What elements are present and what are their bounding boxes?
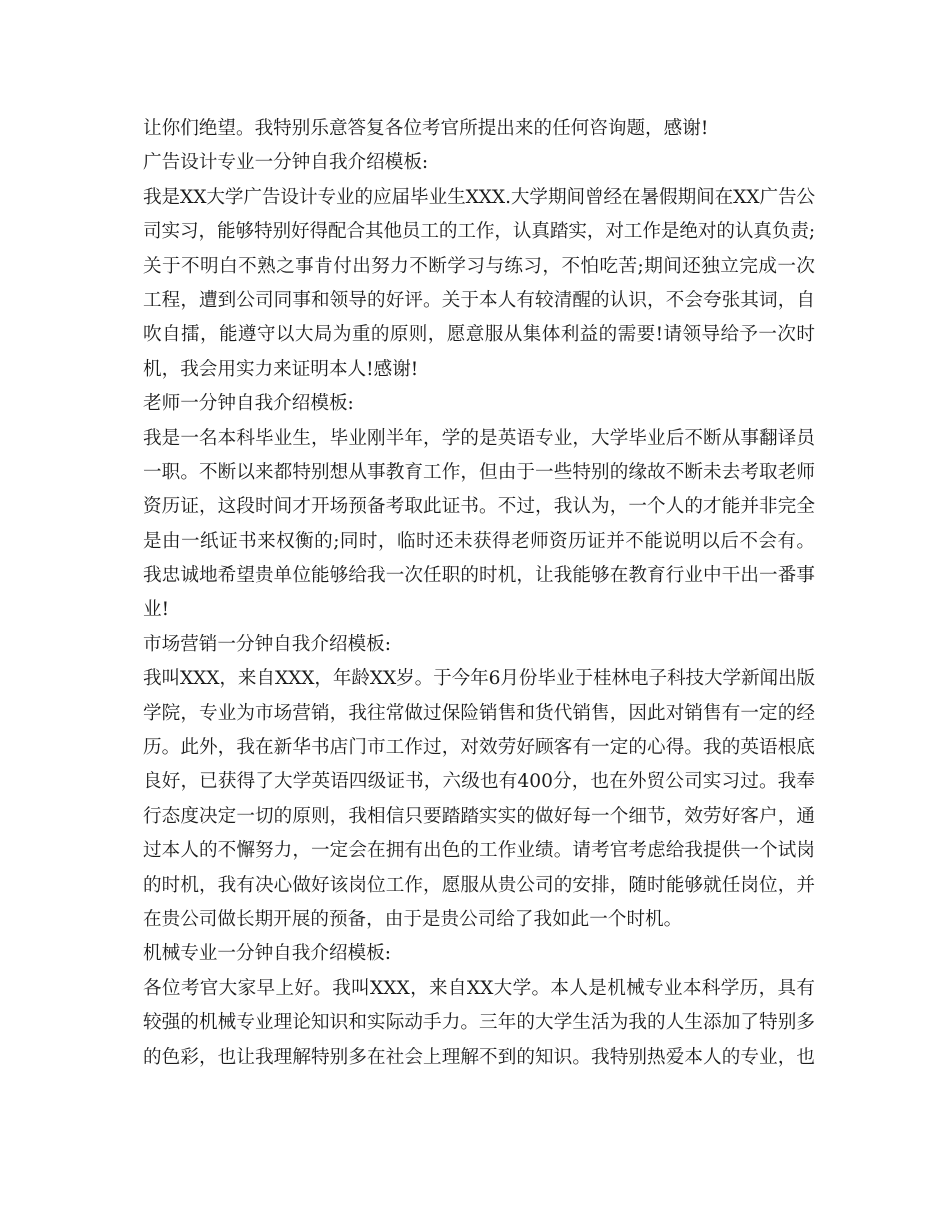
document-body (143, 112, 815, 1075)
text-line: 的色彩，也让我理解特别多在社会上理解不到的知识。我特别热爱本人的专业，也 (143, 1046, 815, 1068)
text-line: 市场营销一分钟自我介绍模板: (143, 633, 391, 655)
text-line: 广告设计专业一分钟自我介绍模板: (143, 152, 429, 174)
text-line: 资历证，这段时间才开场预备考取此证书。不过，我认为，一个人的才能并非完全 (143, 496, 815, 518)
text-line: 行态度决定一切的原则，我相信只要踏踏实实的做好每一个细节，效劳好客户，通 (143, 805, 815, 827)
text-line: 我是一名本科毕业生，毕业刚半年，学的是英语专业，大学毕业后不断从事翻译员 (143, 427, 815, 449)
text-line: 让你们绝望。我特别乐意答复各位考官所提出来的任何咨询题，感谢! (143, 118, 709, 139)
text-line: 业! (143, 599, 170, 621)
text-line: 各位考官大家早上好。我叫XXX，来自XX大学。本人是机械专业本科学历，具有 (143, 977, 815, 999)
text-line: 学院，专业为市场营销，我往常做过保险销售和货代销售，因此对销售有一定的经 (143, 702, 815, 724)
text-line: 的时机，我有决心做好该岗位工作，愿服从贵公司的安排，随时能够就任岗位，并 (143, 874, 815, 896)
text-line: 是由一纸证书来权衡的;同时，临时还未获得老师资历证并不能说明以后不会有。 (143, 530, 815, 552)
text-line: 历。此外，我在新华书店门市工作过，对效劳好顾客有一定的心得。我的英语根底 (143, 737, 815, 759)
text-line: 工程，遭到公司同事和领导的好评。关于本人有较清醒的认识，不会夸张其词，自 (143, 289, 815, 311)
text-line: 老师一分钟自我介绍模板: (143, 393, 354, 415)
text-line: 机，我会用实力来证明本人!感谢! (143, 358, 419, 380)
text-line: 我叫XXX，来自XXX，年龄XX岁。于今年6月份毕业于桂林电子科技大学新闻出版 (143, 668, 815, 690)
text-line: 我忠诚地希望贵单位能够给我一次任职的时机，让我能够在教育行业中干出一番事 (143, 565, 815, 587)
text-line: 良好，已获得了大学英语四级证书，六级也有400分，也在外贸公司实习过。我奉 (143, 771, 815, 793)
text-line: 在贵公司做长期开展的预备，由于是贵公司给了我如此一个时机。 (143, 908, 683, 930)
text-line: 司实习，能够特别好得配合其他员工的工作，认真踏实，对工作是绝对的认真负责; (143, 221, 815, 243)
text-line: 一职。不断以来都特别想从事教育工作，但由于一些特别的缘故不断未去考取老师 (143, 461, 815, 483)
text-line: 我是XX大学广告设计专业的应届毕业生XXX.大学期间曾经在暑假期间在XX广告公 (143, 186, 815, 208)
text-line: 机械专业一分钟自我介绍模板: (143, 943, 391, 965)
text-line: 吹自擂，能遵守以大局为重的原则，愿意服从集体利益的需要!请领导给予一次时 (143, 324, 815, 346)
text-line: 过本人的不懈努力，一定会在拥有出色的工作业绩。请考官考虑给我提供一个试岗 (143, 840, 815, 862)
text-line: 关于不明白不熟之事肯付出努力不断学习与练习，不怕吃苦;期间还独立完成一次 (143, 255, 815, 277)
text-line: 较强的机械专业理论知识和实际动手力。三年的大学生活为我的人生添加了特别多 (143, 1012, 815, 1034)
